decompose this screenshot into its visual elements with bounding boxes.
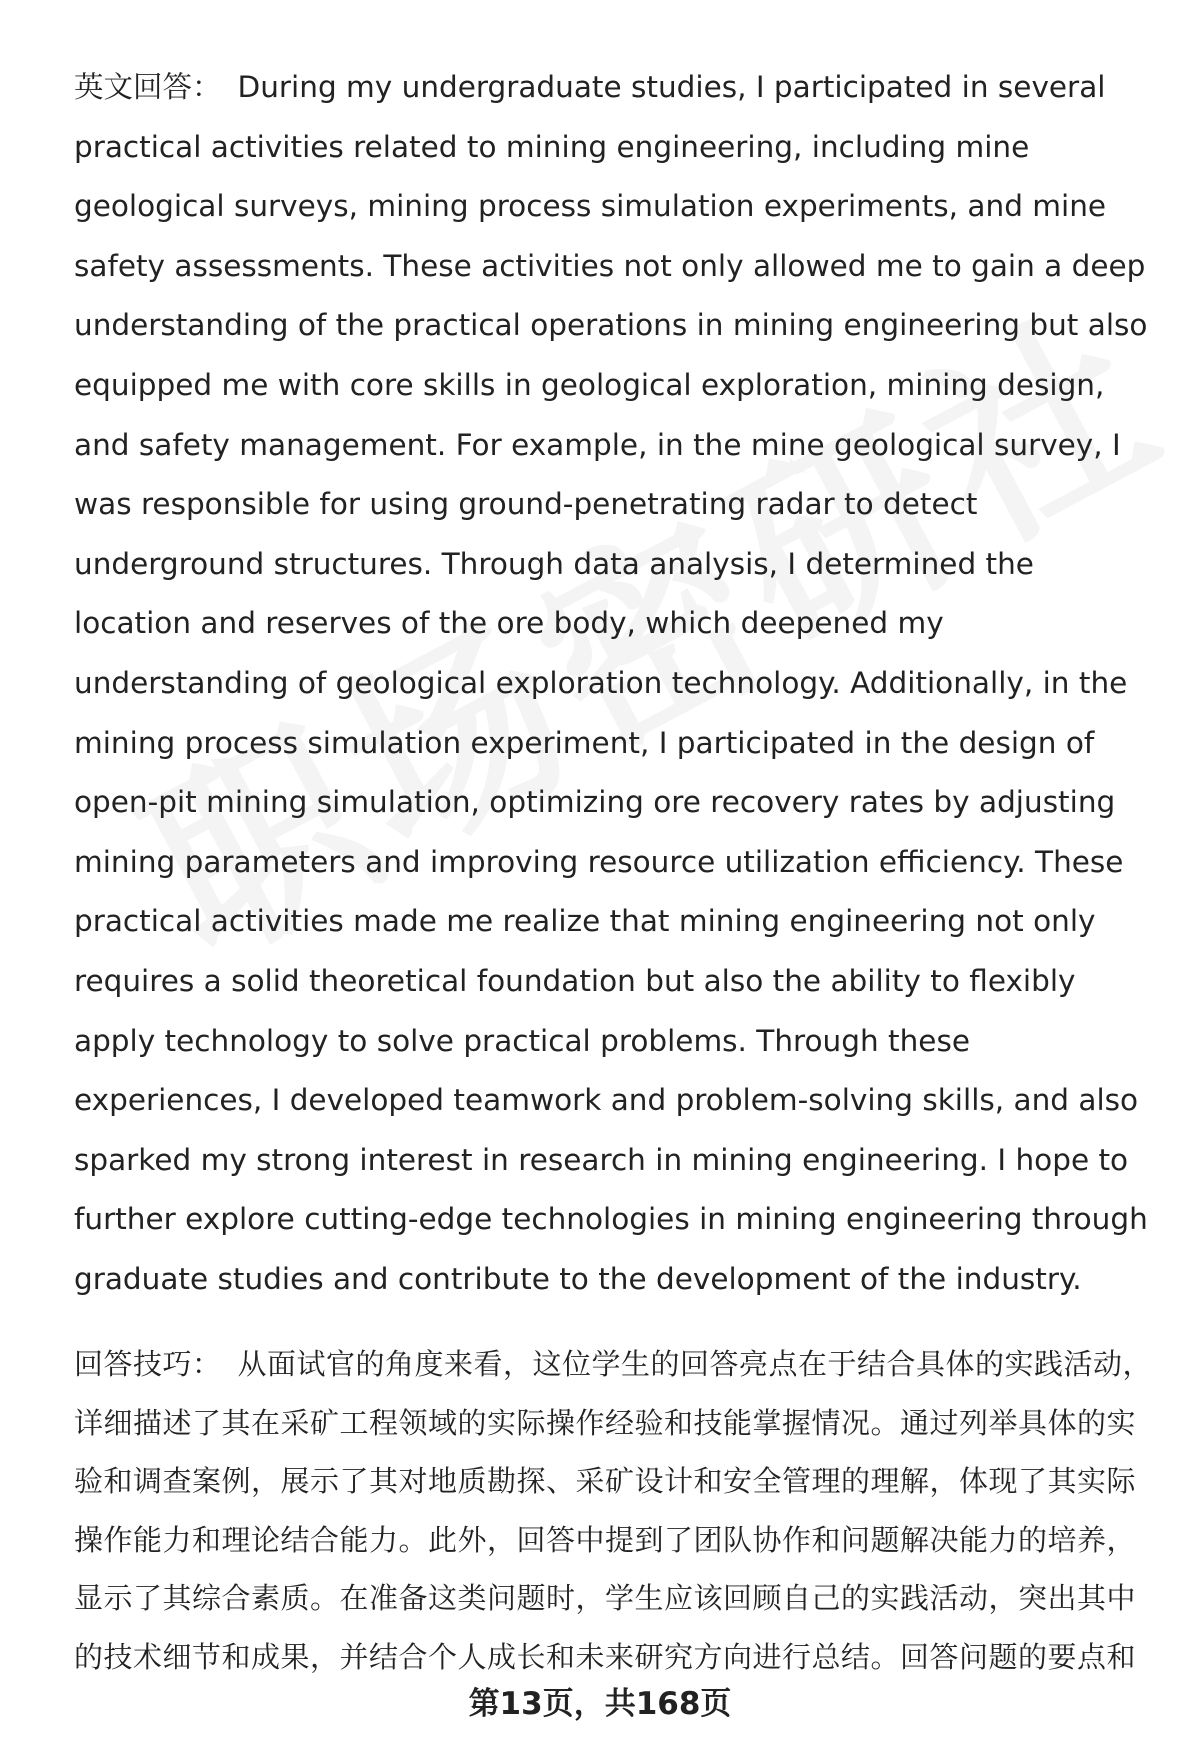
page-number-footer: 第13页，共168页 (468, 1686, 732, 1722)
answer-tips-text: 从面试官的角度来看，这位学生的回答亮点在于结合具体的实践活动，详细描述了其在采矿工程领域的实际操作经验和技能掌握情况。通过列举具体的实验和调查案例，展示了其对地质勘探、采矿设计和安全管理的理解，体现了其实际操作能力和理论结合能力。此外，回答中提到了团队协作和问题解决能力的培养，显示了其综合素质。在准备这类问题时，学生应该回顾自己的实践活动，突出其中的技术细节和成果，并结合个人成长和未来研究方向进行总结。回答问题的要点和 (74, 1347, 1153, 1674)
english-answer-label: 英文回答： (74, 70, 222, 104)
answer-tips-label: 回答技巧： (74, 1347, 222, 1382)
english-answer-paragraph (74, 58, 1159, 1309)
page-content (74, 58, 1159, 1686)
english-answer-text: During my undergraduate studies, I participated in several practical activities related to mining engineering, including mine geological surveys, mining process simulation experiments, and mine safety assessments. These activities not only allowed me to gain a deep understanding of the practical operations in mining engineering but also equipped me with core skills in geological exploration, mining design, and safety management. For example, in the mine geological survey, I was responsible for using ground-penetrating radar to detect underground structures. Through data analysis, I determined the location and reserves of the ore body, which deepened my understanding of geological exploration technology. Additionally, in the mining process simulation experiment, I participated in the design of open-pit mining simulation, optimizing ore recovery rates by adjusting mining parameters and improving resource utilization efficiency. These practical activities made me realize that mining engineering not only requires a solid theoretical foundation but also the ability to flexibly apply technology to solve practical problems. Through these experiences, I developed teamwork and problem-solving skills, and also sparked my strong interest in research in mining engineering. I hope to further explore cutting-edge technologies in mining engineering through graduate studies and contribute to the development of the industry. (74, 70, 1148, 1296)
answer-tips-paragraph (74, 1335, 1159, 1686)
